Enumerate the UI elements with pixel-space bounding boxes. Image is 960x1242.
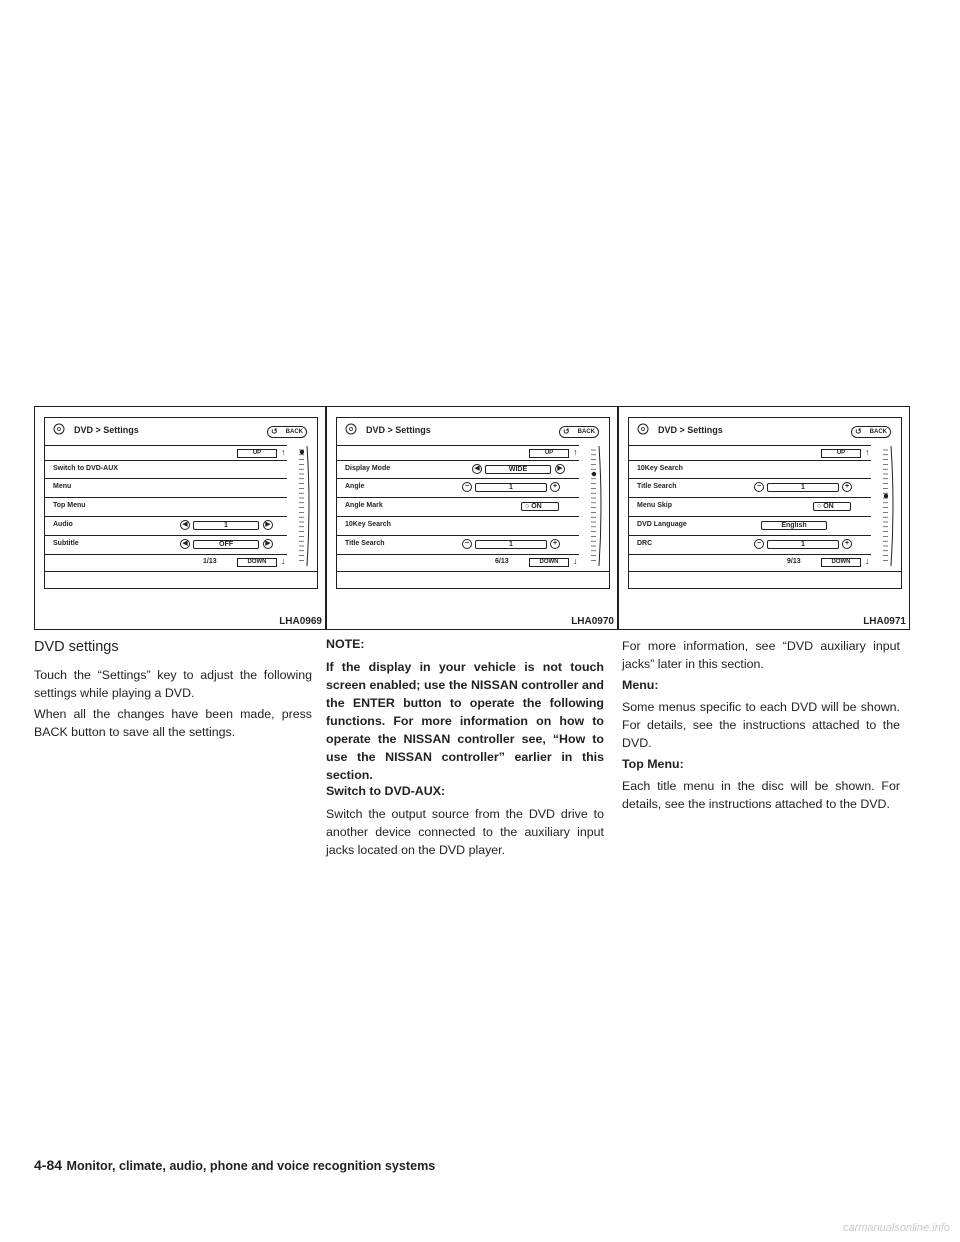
minus-icon[interactable]: − <box>462 482 472 492</box>
row-divider <box>629 478 871 479</box>
toggle-button[interactable] <box>813 502 851 511</box>
back-arrow-icon: ↺ <box>563 427 570 436</box>
disc-icon <box>344 423 358 437</box>
increase-arrow-icon[interactable]: ▶ <box>263 539 273 549</box>
decrease-arrow-icon[interactable]: ◀ <box>180 520 190 530</box>
header-divider <box>629 445 871 446</box>
intro-paragraph: Touch the “Settings” key to adjust the following settings while playing a DVD. <box>34 668 312 700</box>
setting-label[interactable]: Title Search <box>637 483 677 490</box>
disc-icon <box>636 423 650 437</box>
setting-value: 1 <box>767 483 839 492</box>
row-divider <box>337 478 579 479</box>
figure-code: LHA0969 <box>279 616 322 627</box>
back-label: BACK <box>577 429 595 435</box>
row-divider <box>629 516 871 517</box>
screen-header <box>45 418 317 444</box>
decrease-arrow-icon[interactable]: ◀ <box>180 539 190 549</box>
row-divider <box>337 516 579 517</box>
page-footer <box>34 1157 435 1175</box>
screen-footer-line <box>45 571 317 572</box>
section-heading: DVD settings <box>34 639 119 655</box>
dvd-settings-screen <box>336 417 610 589</box>
figure-lha0971 <box>618 406 910 630</box>
setting-label[interactable]: Audio <box>53 521 73 528</box>
down-button[interactable]: DOWN <box>529 558 569 567</box>
screen-title: DVD > Settings <box>658 425 723 435</box>
figure-code: LHA0971 <box>863 616 906 627</box>
page-number: 4-84 <box>34 1157 63 1173</box>
toggle-value: ON <box>531 503 542 510</box>
row-divider <box>45 535 287 536</box>
scrollbar[interactable] <box>587 446 603 566</box>
toggle-value: ON <box>823 503 834 510</box>
disc-icon <box>52 423 66 437</box>
screen-header <box>629 418 901 444</box>
increase-arrow-icon[interactable]: ▶ <box>263 520 273 530</box>
page-indicator: 1/13 <box>203 558 217 565</box>
row-divider <box>337 497 579 498</box>
setting-label[interactable]: Switch to DVD-AUX <box>53 465 118 472</box>
setting-label[interactable]: DVD Language <box>637 521 687 528</box>
back-arrow-icon: ↺ <box>855 427 862 436</box>
setting-value: 1 <box>475 483 547 492</box>
decrease-arrow-icon[interactable]: ◀ <box>472 464 482 474</box>
setting-label[interactable]: Top Menu <box>53 502 86 509</box>
row-divider <box>45 478 287 479</box>
screen-title: DVD > Settings <box>366 425 431 435</box>
menu-heading: Menu: <box>622 678 659 692</box>
scroll-down-icon[interactable]: ↓ <box>281 556 286 566</box>
plus-icon[interactable]: + <box>550 539 560 549</box>
scrollbar[interactable] <box>295 446 311 566</box>
increase-arrow-icon[interactable]: ▶ <box>555 464 565 474</box>
setting-label[interactable]: DRC <box>637 540 653 547</box>
setting-value: WIDE <box>485 465 551 474</box>
row-divider <box>629 460 871 461</box>
setting-label[interactable]: Angle <box>345 483 365 490</box>
setting-value: 1 <box>475 540 547 549</box>
down-button[interactable]: DOWN <box>821 558 861 567</box>
minus-icon[interactable]: − <box>462 539 472 549</box>
row-divider <box>45 460 287 461</box>
row-divider <box>629 535 871 536</box>
toggle-indicator-icon: ○ <box>525 503 530 510</box>
plus-icon[interactable]: + <box>550 482 560 492</box>
row-divider <box>337 535 579 536</box>
row-divider <box>337 460 579 461</box>
up-button[interactable]: UP <box>821 449 861 458</box>
setting-label[interactable]: Display Mode <box>345 465 391 472</box>
row-divider <box>629 554 871 555</box>
back-arrow-icon: ↺ <box>271 427 278 436</box>
setting-label[interactable]: 10Key Search <box>345 521 391 528</box>
scroll-down-icon[interactable]: ↓ <box>573 556 578 566</box>
setting-value: OFF <box>193 540 259 549</box>
note-label: NOTE: <box>326 637 365 651</box>
row-divider <box>45 516 287 517</box>
back-button[interactable] <box>559 426 599 438</box>
back-button[interactable] <box>267 426 307 438</box>
dvd-settings-screen <box>628 417 902 589</box>
header-divider <box>45 445 287 446</box>
setting-label[interactable]: Title Search <box>345 540 385 547</box>
scroll-up-icon[interactable]: ↑ <box>865 447 870 457</box>
more-info-text: For more information, see “DVD auxiliary input jacks” later in this section. <box>622 639 900 671</box>
down-button[interactable]: DOWN <box>237 558 277 567</box>
scroll-down-icon[interactable]: ↓ <box>865 556 870 566</box>
row-divider <box>45 497 287 498</box>
scroll-up-icon[interactable]: ↑ <box>281 447 286 457</box>
setting-label[interactable]: Angle Mark <box>345 502 383 509</box>
screen-title: DVD > Settings <box>74 425 139 435</box>
note-text: If the display in your vehicle is not touch screen enabled; use the NISSAN controller and the ENTER button to operate the following functions. For more information on how to operate the NISSAN controller see, “How to use the NISSAN controller” earlier in this section. <box>326 660 604 782</box>
row-divider <box>337 554 579 555</box>
top-menu-text: Each title menu in the disc will be shown. For details, see the instructions attached to the DVD. <box>622 779 900 811</box>
setting-value: 1 <box>193 521 259 530</box>
up-button[interactable]: UP <box>237 449 277 458</box>
footer-section-title: Monitor, climate, audio, phone and voice recognition systems <box>66 1159 436 1173</box>
setting-label[interactable]: Menu <box>53 483 72 490</box>
setting-label[interactable]: Menu Skip <box>637 502 673 509</box>
watermark: carmanualsonline.info <box>842 1222 950 1234</box>
row-divider <box>45 554 287 555</box>
up-button[interactable]: UP <box>529 449 569 458</box>
screen-footer-line <box>337 571 609 572</box>
setting-label[interactable]: 10Key Search <box>637 465 683 472</box>
toggle-button[interactable] <box>521 502 559 511</box>
plus-icon[interactable]: + <box>842 482 852 492</box>
row-divider <box>629 497 871 498</box>
screen-header <box>337 418 609 444</box>
minus-icon[interactable]: − <box>754 482 764 492</box>
figure-lha0970 <box>326 406 618 630</box>
dvd-settings-screen <box>44 417 318 589</box>
back-paragraph: When all the changes have been made, press BACK button to save all the settings. <box>34 707 312 739</box>
top-menu-heading: Top Menu: <box>622 757 684 771</box>
setting-label[interactable]: Subtitle <box>53 540 79 547</box>
back-label: BACK <box>285 429 303 435</box>
scrollbar[interactable] <box>879 446 895 566</box>
setting-value: 1 <box>767 540 839 549</box>
toggle-indicator-icon: ○ <box>817 503 822 510</box>
switch-heading: Switch to DVD-AUX: <box>326 784 446 798</box>
setting-value-button[interactable]: English <box>761 521 827 530</box>
switch-text: Switch the output source from the DVD drive to another device connected to the auxiliary input jacks located on the DVD player. <box>326 807 604 857</box>
back-label: BACK <box>869 429 887 435</box>
figure-code: LHA0970 <box>571 616 614 627</box>
plus-icon[interactable]: + <box>842 539 852 549</box>
page-indicator: 9/13 <box>787 558 801 565</box>
figure-lha0969 <box>34 406 326 630</box>
minus-icon[interactable]: − <box>754 539 764 549</box>
header-divider <box>337 445 579 446</box>
back-button[interactable] <box>851 426 891 438</box>
page-indicator: 6/13 <box>495 558 509 565</box>
scroll-up-icon[interactable]: ↑ <box>573 447 578 457</box>
screen-footer-line <box>629 571 901 572</box>
menu-text: Some menus specific to each DVD will be shown. For details, see the instructions attached to the DVD. <box>622 700 900 750</box>
